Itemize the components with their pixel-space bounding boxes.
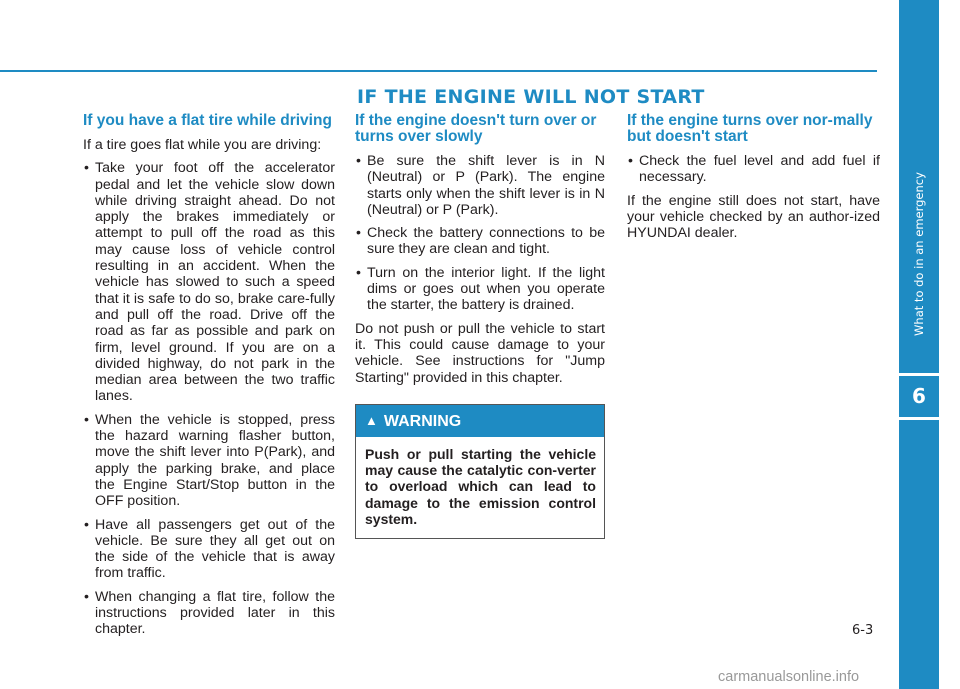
engine-slow-paragraph: Do not push or pull the vehicle to start it. This could cause damage to your vehicle. See instructions for "Jump Starting" provided in this chapter. bbox=[355, 320, 605, 386]
list-item: • When changing a flat tire, follow the instructions provided later in this chapter. bbox=[83, 589, 335, 638]
chapter-sidebar bbox=[899, 0, 939, 689]
header-rule bbox=[0, 70, 877, 72]
column-engine-slow bbox=[355, 113, 605, 539]
warning-header bbox=[356, 405, 604, 437]
engine-slow-heading: If the engine doesn't turn over or turns over slowly bbox=[355, 112, 597, 145]
list-item: • Take your foot off the accelerator pedal and let the vehicle slow down while driving straight ahead. Do not apply the brakes immediately or attempt to pull off the road as this may cause loss of vehicle control resulting in an accident. When the vehicle has slowed to such a speed that it is safe to do so, brake care-fully and pull off the road. Drive off the road as far as possible and park on firm, level ground. If you are on a divided highway, do not park in the median area between the two traffic lanes. bbox=[83, 160, 335, 404]
chapter-label: What to do in an emergency bbox=[912, 172, 926, 336]
list-item: • Be sure the shift lever is in N (Neutral) or P (Park). The engine starts only when the shift lever is in N (Neutral) or P (Park). bbox=[355, 153, 605, 218]
list-item: • Check the battery connections to be sure they are clean and tight. bbox=[355, 225, 605, 258]
column-engine-no-start bbox=[627, 113, 880, 248]
column-flat-tire bbox=[83, 113, 335, 645]
warning-title: WARNING bbox=[383, 412, 462, 430]
engine-no-start-paragraph: If the engine still does not start, have your vehicle checked by an author-ized HYUNDAI dealer. bbox=[627, 192, 880, 242]
flat-tire-intro: If a tire goes flat while you are driving: bbox=[83, 137, 322, 153]
list-item: • Turn on the interior light. If the light dims or goes out when you operate the starter, the battery is drained. bbox=[355, 265, 605, 314]
warning-box bbox=[355, 404, 605, 539]
engine-no-start-heading: If the engine turns over nor-mally but doesn't start bbox=[627, 112, 873, 145]
watermark: carmanualsonline.info bbox=[718, 669, 860, 685]
page-number: 6-3 bbox=[852, 623, 874, 638]
list-item: • Check the fuel level and add fuel if necessary. bbox=[627, 153, 880, 186]
engine-no-start-list bbox=[627, 153, 880, 186]
page-title: IF THE ENGINE WILL NOT START bbox=[357, 86, 705, 108]
list-item: • When the vehicle is stopped, press the hazard warning flasher button, move the shift lever into P(Park), and apply the parking brake, and place the Engine Start/Stop button in the OFF position. bbox=[83, 412, 335, 510]
list-item: • Have all passengers get out of the vehicle. Be sure they all get out on the side of the vehicle that is away from traffic. bbox=[83, 517, 335, 582]
chapter-number: 6 bbox=[899, 376, 939, 417]
warning-text: Push or pull starting the vehicle may cause the catalytic con-verter to overload which can lead to damage to the emission control system. bbox=[365, 445, 596, 528]
warning-triangle-icon: ▲ bbox=[365, 412, 378, 428]
flat-tire-list bbox=[83, 160, 335, 637]
flat-tire-heading: If you have a flat tire while driving bbox=[83, 112, 332, 129]
engine-slow-list bbox=[355, 153, 605, 314]
